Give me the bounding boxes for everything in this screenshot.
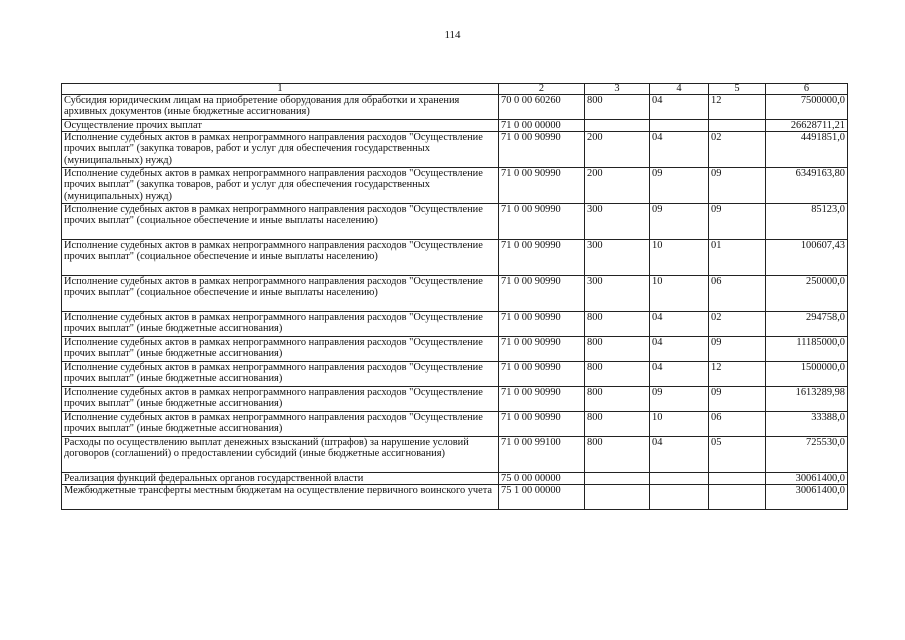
row-expense-type: 800: [585, 95, 650, 120]
row-name: Реализация функций федеральных органов государственной власти: [62, 473, 499, 485]
row-section: 04: [650, 312, 709, 337]
row-amount: 6349163,80: [766, 168, 848, 204]
row-subsection: 06: [709, 412, 766, 437]
row-subsection: [709, 473, 766, 485]
table-row: [62, 276, 848, 312]
row-name: Исполнение судебных актов в рамках непрограммного направления расходов "Осуществление прочих выплат" (закупка товаров, работ и услуг для обеспечения государственных (муниципальных) нужд): [62, 132, 499, 168]
row-section: [650, 120, 709, 132]
table-row: [62, 95, 848, 120]
row-subsection: [709, 485, 766, 510]
row-section: 09: [650, 387, 709, 412]
row-subsection: 02: [709, 132, 766, 168]
row-section: 09: [650, 204, 709, 240]
row-section: 10: [650, 240, 709, 276]
budget-table: [61, 83, 848, 510]
table-row: [62, 204, 848, 240]
row-subsection: 06: [709, 276, 766, 312]
row-target-article: 71 0 00 00000: [499, 120, 585, 132]
row-target-article: 71 0 00 90990: [499, 337, 585, 362]
row-subsection: 09: [709, 168, 766, 204]
row-subsection: 12: [709, 95, 766, 120]
row-section: 09: [650, 168, 709, 204]
row-target-article: 70 0 00 60260: [499, 95, 585, 120]
row-name: Исполнение судебных актов в рамках непрограммного направления расходов "Осуществление прочих выплат" (иные бюджетные ассигнования): [62, 387, 499, 412]
row-target-article: 71 0 00 90990: [499, 387, 585, 412]
row-subsection: 02: [709, 312, 766, 337]
row-name: Исполнение судебных актов в рамках непрограммного направления расходов "Осуществление прочих выплат" (социальное обеспечение и иные выплаты населению): [62, 204, 499, 240]
table-row: [62, 168, 848, 204]
row-expense-type: 200: [585, 132, 650, 168]
table-body: [62, 95, 848, 510]
row-target-article: 71 0 00 90990: [499, 276, 585, 312]
row-expense-type: 300: [585, 276, 650, 312]
row-expense-type: 300: [585, 240, 650, 276]
row-amount: 11185000,0: [766, 337, 848, 362]
header-col-3: 3: [585, 84, 650, 95]
table-row: [62, 412, 848, 437]
row-amount: 725530,0: [766, 437, 848, 473]
row-subsection: 01: [709, 240, 766, 276]
row-name: Исполнение судебных актов в рамках непрограммного направления расходов "Осуществление прочих выплат" (закупка товаров, работ и услуг для обеспечения государственных (муниципальных) нужд): [62, 168, 499, 204]
row-section: 04: [650, 337, 709, 362]
row-subsection: 09: [709, 204, 766, 240]
row-subsection: 09: [709, 387, 766, 412]
row-section: 04: [650, 437, 709, 473]
table-row: [62, 485, 848, 510]
row-target-article: 71 0 00 90990: [499, 240, 585, 276]
row-amount: 26628711,21: [766, 120, 848, 132]
row-name: Исполнение судебных актов в рамках непрограммного направления расходов "Осуществление прочих выплат" (иные бюджетные ассигнования): [62, 312, 499, 337]
row-expense-type: 800: [585, 337, 650, 362]
row-expense-type: 800: [585, 387, 650, 412]
row-name: Расходы по осуществлению выплат денежных взысканий (штрафов) за нарушение условий договоров (соглашений) о предоставлении субсидий (иные бюджетные ассигнования): [62, 437, 499, 473]
row-subsection: 05: [709, 437, 766, 473]
header-col-2: 2: [499, 84, 585, 95]
row-subsection: [709, 120, 766, 132]
row-amount: 1500000,0: [766, 362, 848, 387]
row-section: 04: [650, 362, 709, 387]
table-row: [62, 387, 848, 412]
page-number: 114: [444, 29, 461, 41]
table-row: [62, 240, 848, 276]
row-name: Исполнение судебных актов в рамках непрограммного направления расходов "Осуществление прочих выплат" (иные бюджетные ассигнования): [62, 412, 499, 437]
row-target-article: 71 0 00 90990: [499, 362, 585, 387]
row-subsection: 09: [709, 337, 766, 362]
header-col-4: 4: [650, 84, 709, 95]
row-section: 10: [650, 276, 709, 312]
row-expense-type: 200: [585, 168, 650, 204]
row-target-article: 71 0 00 90990: [499, 204, 585, 240]
row-amount: 1613289,98: [766, 387, 848, 412]
row-amount: 85123,0: [766, 204, 848, 240]
table-row: [62, 437, 848, 473]
row-amount: 30061400,0: [766, 485, 848, 510]
row-expense-type: [585, 485, 650, 510]
table-row: [62, 132, 848, 168]
row-target-article: 71 0 00 90990: [499, 132, 585, 168]
row-amount: 33388,0: [766, 412, 848, 437]
row-target-article: 71 0 00 90990: [499, 412, 585, 437]
row-expense-type: [585, 120, 650, 132]
row-section: [650, 473, 709, 485]
row-amount: 30061400,0: [766, 473, 848, 485]
row-name: Исполнение судебных актов в рамках непрограммного направления расходов "Осуществление прочих выплат" (социальное обеспечение и иные выплаты населению): [62, 240, 499, 276]
row-amount: 7500000,0: [766, 95, 848, 120]
row-target-article: 75 1 00 00000: [499, 485, 585, 510]
row-section: 04: [650, 132, 709, 168]
table-row: [62, 312, 848, 337]
row-target-article: 71 0 00 90990: [499, 168, 585, 204]
table-row: [62, 362, 848, 387]
row-amount: 4491851,0: [766, 132, 848, 168]
header-col-5: 5: [709, 84, 766, 95]
row-amount: 100607,43: [766, 240, 848, 276]
row-subsection: 12: [709, 362, 766, 387]
row-target-article: 71 0 00 90990: [499, 312, 585, 337]
header-col-6: 6: [766, 84, 848, 95]
row-name: Субсидия юридическим лицам на приобретение оборудования для обработки и хранения архивных документов (иные бюджетные ассигнования): [62, 95, 499, 120]
row-expense-type: 800: [585, 362, 650, 387]
row-name: Межбюджетные трансферты местным бюджетам на осуществление первичного воинского учета: [62, 485, 499, 510]
table-row: [62, 120, 848, 132]
row-expense-type: 800: [585, 312, 650, 337]
header-col-1: 1: [62, 84, 499, 95]
row-name: Исполнение судебных актов в рамках непрограммного направления расходов "Осуществление прочих выплат" (иные бюджетные ассигнования): [62, 362, 499, 387]
row-name: Осуществление прочих выплат: [62, 120, 499, 132]
table-row: [62, 337, 848, 362]
row-name: Исполнение судебных актов в рамках непрограммного направления расходов "Осуществление прочих выплат" (социальное обеспечение и иные выплаты населению): [62, 276, 499, 312]
table-header-row: [62, 84, 848, 95]
row-amount: 250000,0: [766, 276, 848, 312]
row-expense-type: [585, 473, 650, 485]
row-expense-type: 800: [585, 412, 650, 437]
table-row: [62, 473, 848, 485]
row-name: Исполнение судебных актов в рамках непрограммного направления расходов "Осуществление прочих выплат" (иные бюджетные ассигнования): [62, 337, 499, 362]
row-expense-type: 800: [585, 437, 650, 473]
row-section: [650, 485, 709, 510]
row-amount: 294758,0: [766, 312, 848, 337]
row-expense-type: 300: [585, 204, 650, 240]
row-target-article: 71 0 00 99100: [499, 437, 585, 473]
row-target-article: 75 0 00 00000: [499, 473, 585, 485]
row-section: 10: [650, 412, 709, 437]
row-section: 04: [650, 95, 709, 120]
